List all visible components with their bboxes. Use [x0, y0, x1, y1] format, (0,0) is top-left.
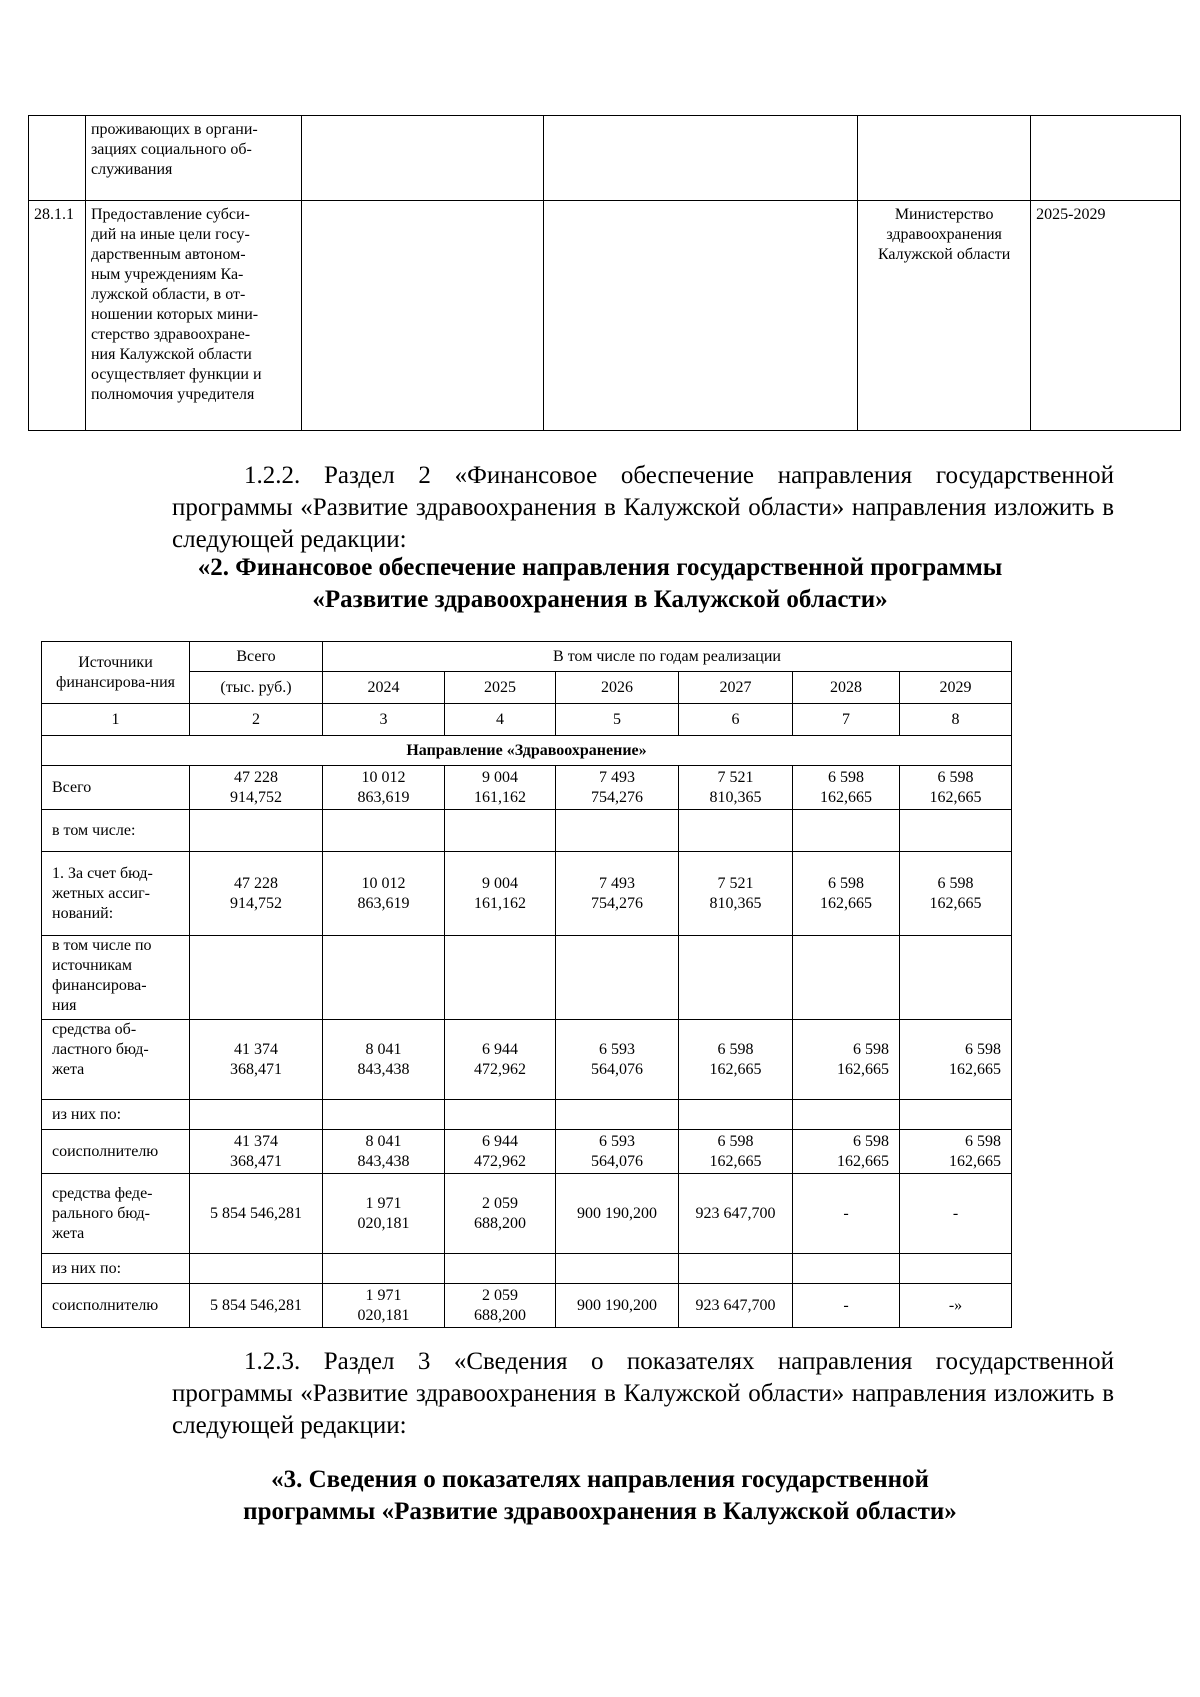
value-cell: 47 228 914,752 [190, 852, 323, 936]
table-row [29, 201, 1181, 431]
value-cell: 6 598 162,665 [793, 1130, 900, 1174]
value-cell [900, 1100, 1012, 1130]
value-cell [190, 936, 323, 1020]
value-cell: 6 598 162,665 [900, 852, 1012, 936]
value-cell [679, 1100, 793, 1130]
value-cell [793, 1100, 900, 1130]
table-row [42, 1020, 1012, 1100]
finance-table-body [42, 766, 1012, 1328]
row-label: из них по: [42, 1100, 190, 1130]
value-cell: 8 041 843,438 [323, 1130, 445, 1174]
value-cell: 5 854 546,281 [190, 1174, 323, 1254]
table-row [42, 1100, 1012, 1130]
cell-number: 28.1.1 [29, 201, 86, 431]
cell-empty [858, 116, 1031, 201]
value-cell: 900 190,200 [556, 1284, 679, 1328]
header-year: 2026 [556, 672, 679, 704]
row-label: в том числе: [42, 810, 190, 852]
header-year: 2029 [900, 672, 1012, 704]
row-label: в том числе по источникам финансирова- ния [42, 936, 190, 1020]
paragraph-1-2-2: 1.2.2. Раздел 2 «Финансовое обеспечение направления государственной программы «Развитие здравоохранения в Калужской области» направления изложить в следующей редакции: [172, 462, 1114, 553]
value-cell: 7 521 810,365 [679, 852, 793, 936]
value-cell [445, 936, 556, 1020]
value-cell: 6 598 162,665 [793, 766, 900, 810]
value-cell [679, 1254, 793, 1284]
header-years-caption: В том числе по годам реализации [323, 642, 1012, 672]
value-cell: 6 598 162,665 [793, 1020, 900, 1100]
value-cell: 900 190,200 [556, 1174, 679, 1254]
value-cell [556, 936, 679, 1020]
table-row [42, 1130, 1012, 1174]
value-cell: 9 004 161,162 [445, 852, 556, 936]
value-cell: 7 493 754,276 [556, 766, 679, 810]
row-label: соисполнителю [42, 1284, 190, 1328]
row-label: средства феде- рального бюд- жета [42, 1174, 190, 1254]
value-cell [793, 810, 900, 852]
value-cell: 2 059 688,200 [445, 1174, 556, 1254]
column-number: 7 [793, 704, 900, 736]
value-cell [190, 1254, 323, 1284]
value-cell: 47 228 914,752 [190, 766, 323, 810]
value-cell [793, 1254, 900, 1284]
activities-table [28, 115, 1181, 431]
value-cell: - [793, 1284, 900, 1328]
value-cell: 6 598 162,665 [679, 1020, 793, 1100]
value-cell [900, 1254, 1012, 1284]
cell-empty [543, 116, 858, 201]
finance-table [41, 641, 1012, 1328]
column-number: 8 [900, 704, 1012, 736]
value-cell [445, 1100, 556, 1130]
value-cell: 41 374 368,471 [190, 1130, 323, 1174]
value-cell: 6 593 564,076 [556, 1130, 679, 1174]
value-cell: 6 944 472,962 [445, 1130, 556, 1174]
value-cell: - [793, 1174, 900, 1254]
row-label: 1. За счет бюд- жетных ассиг- нований: [42, 852, 190, 936]
value-cell: 6 593 564,076 [556, 1020, 679, 1100]
value-cell: 7 493 754,276 [556, 852, 679, 936]
value-cell: 10 012 863,619 [323, 766, 445, 810]
table-row [42, 766, 1012, 810]
column-number: 4 [445, 704, 556, 736]
section-title: Направление «Здравоохранение» [42, 736, 1012, 766]
value-cell: 10 012 863,619 [323, 852, 445, 936]
header-year: 2024 [323, 672, 445, 704]
value-cell: 41 374 368,471 [190, 1020, 323, 1100]
column-number: 1 [42, 704, 190, 736]
value-cell [679, 810, 793, 852]
cell-number [29, 116, 86, 201]
table-row [42, 1284, 1012, 1328]
table-row [42, 1174, 1012, 1254]
value-cell: 6 598 162,665 [679, 1130, 793, 1174]
value-cell [445, 1254, 556, 1284]
value-cell [900, 810, 1012, 852]
header-year: 2027 [679, 672, 793, 704]
cell-executor: Министерство здравоохранения Калужской области [858, 201, 1031, 431]
value-cell: 6 944 472,962 [445, 1020, 556, 1100]
cell-activity: проживающих в органи- зациях социального об- служивания [85, 116, 301, 201]
value-cell [190, 1100, 323, 1130]
row-label: соисполнителю [42, 1130, 190, 1174]
value-cell [556, 810, 679, 852]
cell-period: 2025-2029 [1031, 201, 1181, 431]
value-cell: 1 971 020,181 [323, 1284, 445, 1328]
header-year: 2025 [445, 672, 556, 704]
value-cell [556, 1254, 679, 1284]
value-cell: 7 521 810,365 [679, 766, 793, 810]
section-2-heading: «2. Финансовое обеспечение направления государственной программы «Развитие здравоохранения в Калужской области» [197, 554, 1003, 613]
value-cell [900, 936, 1012, 1020]
table-row [29, 116, 1181, 201]
value-cell [323, 810, 445, 852]
value-cell [556, 1100, 679, 1130]
value-cell: 1 971 020,181 [323, 1174, 445, 1254]
value-cell [323, 1254, 445, 1284]
value-cell [793, 936, 900, 1020]
header-total-unit: (тыс. руб.) [190, 672, 323, 704]
table-row [42, 810, 1012, 852]
cell-empty [301, 116, 543, 201]
value-cell [323, 1100, 445, 1130]
value-cell: 9 004 161,162 [445, 766, 556, 810]
row-label: Всего [42, 766, 190, 810]
table-row [42, 1254, 1012, 1284]
column-number: 5 [556, 704, 679, 736]
value-cell [445, 810, 556, 852]
column-number: 3 [323, 704, 445, 736]
header-year: 2028 [793, 672, 900, 704]
value-cell: 6 598 162,665 [900, 1130, 1012, 1174]
value-cell: 2 059 688,200 [445, 1284, 556, 1328]
value-cell: 5 854 546,281 [190, 1284, 323, 1328]
paragraph-1-2-3: 1.2.3. Раздел 3 «Сведения о показателях направления государственной программы «Развитие здравоохранения в Калужской области» направления изложить в следующей редакции: [172, 1348, 1114, 1439]
section-3-heading: «3. Сведения о показателях направления государственной программы «Развитие здравоохранения в Калужской области» [243, 1466, 957, 1525]
header-sources: Источники финансирова-ния [42, 642, 190, 704]
table-row [42, 936, 1012, 1020]
cell-empty [301, 201, 543, 431]
row-label: из них по: [42, 1254, 190, 1284]
value-cell: - [900, 1174, 1012, 1254]
table-row [42, 852, 1012, 936]
cell-activity: Предоставление субси- дий на иные цели госу- дарственным автоном- ным учреждениям Ка- лужской области, в от- ношении которых мини- стерство здравоохране- ния Калужской области осуществляет функции и полномочия учредителя [85, 201, 301, 431]
value-cell: 6 598 162,665 [900, 1020, 1012, 1100]
column-number: 2 [190, 704, 323, 736]
value-cell [323, 936, 445, 1020]
value-cell: 6 598 162,665 [900, 766, 1012, 810]
value-cell [190, 810, 323, 852]
cell-empty [1031, 116, 1181, 201]
value-cell: 923 647,700 [679, 1174, 793, 1254]
column-number: 6 [679, 704, 793, 736]
value-cell: 923 647,700 [679, 1284, 793, 1328]
value-cell: -» [900, 1284, 1012, 1328]
value-cell [679, 936, 793, 1020]
value-cell: 8 041 843,438 [323, 1020, 445, 1100]
cell-empty [543, 201, 858, 431]
value-cell: 6 598 162,665 [793, 852, 900, 936]
header-total: Всего [190, 642, 323, 672]
row-label: средства об- ластного бюд- жета [42, 1020, 190, 1100]
